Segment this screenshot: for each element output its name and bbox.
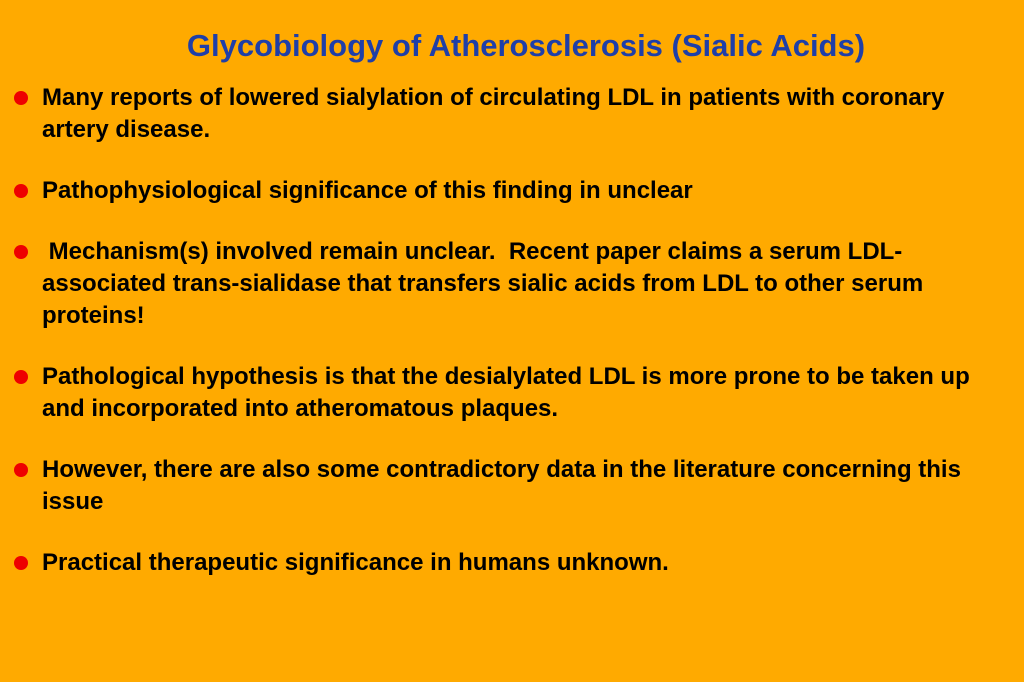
bullet-item xyxy=(14,454,1004,518)
bullet-list xyxy=(14,82,1004,608)
bullet-text: However, there are also some contradictory data in the literature concerning this issue xyxy=(42,456,968,515)
bullet-item xyxy=(14,361,1004,425)
bullet-text: Pathological hypothesis is that the desialylated LDL is more prone to be taken up and incorporated into atheromatous plaques. xyxy=(42,363,977,422)
bullet-dot-icon xyxy=(14,184,28,198)
bullet-text: Many reports of lowered sialylation of circulating LDL in patients with coronary artery disease. xyxy=(42,84,952,143)
bullet-text: Mechanism(s) involved remain unclear. Recent paper claims a serum LDL-associated trans-sialidase that transfers sialic acids from LDL to other serum proteins! xyxy=(42,238,930,329)
bullet-text: Pathophysiological significance of this finding in unclear xyxy=(42,177,693,204)
bullet-item xyxy=(14,175,1004,207)
bullet-dot-icon xyxy=(14,556,28,570)
slide-title: Glycobiology of Atherosclerosis (Sialic Acids) xyxy=(186,28,866,63)
bullet-item xyxy=(14,82,1004,146)
bullet-dot-icon xyxy=(14,91,28,105)
bullet-dot-icon xyxy=(14,245,28,259)
bullet-item xyxy=(14,547,1004,579)
bullet-item xyxy=(14,236,1004,332)
bullet-dot-icon xyxy=(14,463,28,477)
bullet-text: Practical therapeutic significance in humans unknown. xyxy=(42,549,669,576)
bullet-dot-icon xyxy=(14,370,28,384)
